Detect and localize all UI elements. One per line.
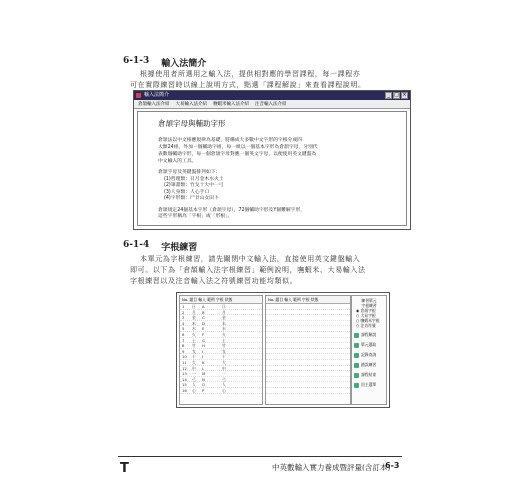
list-item: (4)字形類：尸廿山女田卜 bbox=[164, 196, 219, 201]
table-cell bbox=[298, 304, 303, 309]
table-cell: 一 bbox=[222, 371, 226, 377]
table-cell bbox=[288, 371, 293, 376]
text-line: 倉頡法以中文相應規律為基礎，將構成大多數中文字形的字根分成四 bbox=[158, 138, 302, 143]
body-line: 即可。以下為「倉頡輸入法字根練習」範例說明，嘸蝦米、大易輸入法 bbox=[130, 266, 366, 274]
menu-item[interactable]: 嘸蝦米輸入法介紹 bbox=[213, 102, 249, 107]
table-cell bbox=[278, 360, 283, 365]
table-cell bbox=[308, 315, 313, 320]
table-cell bbox=[298, 310, 303, 315]
table-cell: 竹 bbox=[192, 343, 196, 349]
table-cell: 竹 bbox=[222, 343, 226, 349]
table-cell bbox=[288, 338, 293, 343]
table-cell bbox=[298, 382, 303, 387]
records-button[interactable] bbox=[354, 352, 384, 358]
list-item: (3)人身類：人心手口 bbox=[164, 189, 210, 195]
table-cell: 10 bbox=[182, 354, 187, 360]
table-cell: 人 bbox=[192, 382, 196, 388]
table-cell bbox=[268, 343, 273, 348]
table-cell: 土 bbox=[222, 337, 226, 343]
table-cell: 戈 bbox=[222, 348, 226, 354]
table-cell bbox=[268, 377, 273, 382]
table-cell bbox=[308, 310, 313, 315]
table-cell: 戈 bbox=[192, 348, 196, 354]
table-cell bbox=[212, 388, 217, 393]
table-row bbox=[180, 388, 262, 394]
content-pane bbox=[137, 111, 407, 226]
body-line: 本單元為字根練習，請先關閉中文輸入法，直接使用英文鍵盤輸入 bbox=[140, 255, 361, 263]
table-cell bbox=[212, 326, 217, 331]
table-cell: M bbox=[202, 371, 206, 377]
table-cell bbox=[212, 343, 217, 348]
stop-icon bbox=[354, 373, 359, 378]
table-cell: 月 bbox=[222, 309, 226, 315]
table-cell bbox=[278, 371, 283, 376]
list-icon bbox=[354, 343, 359, 348]
table-cell bbox=[308, 388, 313, 393]
table-cell: 7 bbox=[182, 337, 185, 343]
section-number: 6-1-4 bbox=[123, 240, 150, 250]
title-bar bbox=[134, 91, 410, 100]
button-label: 錯誤練習 bbox=[361, 362, 377, 367]
table-cell bbox=[288, 343, 293, 348]
table-cell bbox=[308, 377, 313, 382]
text-line: 這些字形稱為「字根」或「形根」。 bbox=[158, 214, 233, 219]
table-cell: 14 bbox=[182, 376, 187, 382]
table-cell: 土 bbox=[192, 337, 196, 343]
option-radio[interactable]: ○ 大易字根 bbox=[356, 313, 376, 318]
table-cell bbox=[212, 371, 217, 376]
table-cell bbox=[268, 388, 273, 393]
table-cell: 水 bbox=[222, 326, 226, 332]
table-cell bbox=[298, 388, 303, 393]
table-cell bbox=[298, 315, 303, 320]
table-cell: C bbox=[202, 315, 205, 321]
text-line: 倉頡規定24個基本字形（倉頡字母），72個輔助字形及Y個難解字形， bbox=[158, 207, 306, 213]
table-cell: L bbox=[202, 365, 205, 371]
table-cell: 11 bbox=[182, 359, 187, 365]
table-cell: 金 bbox=[192, 315, 196, 321]
section-heading-2 bbox=[123, 240, 197, 253]
table-cell bbox=[278, 388, 283, 393]
table-cell: J bbox=[202, 354, 204, 360]
text-line: 表數個輔助字形，每一個倉頡字母對應一個英文字母，以便使用英文鍵盤為 bbox=[158, 152, 317, 157]
table-cell: 5 bbox=[182, 326, 185, 332]
main-menu-button[interactable] bbox=[354, 382, 384, 388]
table-cell: 中 bbox=[192, 365, 196, 371]
table-cell: A bbox=[202, 304, 205, 309]
app-icon bbox=[136, 93, 141, 98]
maximize-button[interactable]: □ bbox=[394, 92, 399, 98]
table-cell bbox=[268, 354, 273, 359]
table-cell bbox=[278, 304, 283, 309]
table-cell bbox=[268, 332, 273, 337]
table-cell: 9 bbox=[182, 348, 185, 354]
table-cell bbox=[298, 377, 303, 382]
table-cell bbox=[212, 315, 217, 320]
table-cell: 3 bbox=[182, 315, 185, 321]
select-unit-button[interactable] bbox=[354, 342, 384, 348]
table-cell bbox=[308, 366, 313, 371]
table-cell bbox=[278, 338, 283, 343]
table-cell: D bbox=[202, 320, 205, 326]
button-label: 課程結束 bbox=[361, 372, 377, 377]
option-radio[interactable]: ○ 嘸蝦米字根 bbox=[356, 318, 380, 323]
chart-icon bbox=[354, 353, 359, 358]
table-cell bbox=[308, 354, 313, 359]
table-cell: 日 bbox=[222, 304, 226, 309]
option-label: 注音符號 bbox=[360, 323, 376, 328]
table-cell bbox=[308, 360, 313, 365]
practice-window bbox=[176, 292, 390, 408]
table-cell bbox=[308, 371, 313, 376]
book-icon bbox=[354, 333, 359, 338]
menu-bar bbox=[134, 100, 410, 109]
close-button[interactable]: × bbox=[402, 92, 407, 98]
table-cell bbox=[288, 354, 293, 359]
section-heading-1 bbox=[123, 56, 206, 69]
table-cell: 水 bbox=[192, 326, 196, 332]
panel-title: 練習單元 bbox=[361, 298, 377, 303]
table-cell bbox=[308, 338, 313, 343]
table-cell bbox=[212, 382, 217, 387]
table-cell bbox=[212, 377, 217, 382]
table-cell: P bbox=[202, 387, 205, 393]
table-cell: 十 bbox=[192, 354, 196, 360]
option-radio[interactable]: ◉ 倉頡字根 bbox=[356, 308, 376, 313]
table-cell bbox=[278, 377, 283, 382]
text-line: 中文輸入的工具。 bbox=[158, 159, 197, 164]
footer-title: 中英數輸入實力養成暨評量(含訂本) bbox=[272, 463, 391, 472]
table-cell: 16 bbox=[182, 387, 187, 393]
table-cell: B bbox=[202, 309, 205, 315]
minimize-button[interactable]: _ bbox=[385, 92, 392, 99]
option-label: 嘸蝦米字根 bbox=[360, 318, 380, 323]
option-radio[interactable]: ○ 注音符號 bbox=[356, 323, 376, 328]
table-cell: 日 bbox=[192, 304, 196, 309]
table-cell bbox=[308, 332, 313, 337]
table-cell: 6 bbox=[182, 331, 185, 337]
table-cell bbox=[212, 310, 217, 315]
button-label: 回主選單 bbox=[361, 382, 377, 387]
button-label: 課程解說 bbox=[361, 332, 377, 337]
table-cell bbox=[278, 310, 283, 315]
table-header: No. 題目 輸入 範例 字根 狀態 bbox=[266, 296, 350, 304]
warning-icon bbox=[354, 363, 359, 368]
home-icon bbox=[354, 383, 359, 388]
footer-rule bbox=[118, 456, 402, 457]
section-1-body bbox=[130, 69, 420, 91]
table-cell bbox=[212, 366, 217, 371]
table-cell bbox=[268, 360, 273, 365]
table-cell: 月 bbox=[192, 309, 196, 315]
table-cell: 木 bbox=[222, 320, 226, 326]
table-cell bbox=[288, 321, 293, 326]
table-cell bbox=[278, 326, 283, 331]
table-cell bbox=[268, 371, 273, 376]
table-cell bbox=[268, 326, 273, 331]
table-cell: 12 bbox=[182, 365, 187, 371]
table-cell: 大 bbox=[222, 359, 226, 365]
table-cell bbox=[298, 349, 303, 354]
body-line: 根據使用者所選用之輸入法，提供相對應的學習課程，每一課程亦 bbox=[140, 70, 361, 78]
table-cell bbox=[288, 360, 293, 365]
table-cell: E bbox=[202, 326, 205, 332]
section-title: 字根練習 bbox=[161, 243, 198, 253]
section-title: 輸入法簡介 bbox=[161, 59, 207, 69]
table-cell bbox=[212, 354, 217, 359]
table-row bbox=[266, 388, 350, 394]
table-cell bbox=[268, 366, 273, 371]
menu-item[interactable]: 倉頡輸入法介紹 bbox=[138, 102, 170, 107]
table-cell: 4 bbox=[182, 320, 185, 326]
table-cell: 一 bbox=[192, 371, 196, 377]
table-cell bbox=[298, 366, 303, 371]
table-cell: O bbox=[202, 382, 205, 388]
intro-window bbox=[133, 90, 411, 230]
table-cell bbox=[278, 321, 283, 326]
table-cell bbox=[288, 388, 293, 393]
table-cell: 木 bbox=[192, 320, 196, 326]
list-item: (1)哲理類：日月金木水火土 bbox=[164, 176, 224, 182]
table-cell: 8 bbox=[182, 343, 185, 349]
table-cell: 心 bbox=[192, 387, 196, 393]
section-number: 6-1-3 bbox=[123, 56, 150, 66]
table-cell: G bbox=[202, 337, 205, 343]
table-cell: N bbox=[202, 376, 205, 382]
table-cell bbox=[298, 354, 303, 359]
table-cell bbox=[212, 304, 217, 309]
content-paragraph bbox=[158, 137, 378, 165]
text-line: 大類24組，外加一個輔助字組，每一組以一個基本字形為倉頡字母，分別代 bbox=[158, 145, 318, 150]
table-cell bbox=[278, 349, 283, 354]
panel-subtitle: 字根練習 bbox=[361, 303, 377, 308]
table-cell bbox=[298, 321, 303, 326]
table-cell: 心 bbox=[222, 387, 226, 393]
table-cell bbox=[288, 377, 293, 382]
publisher-logo: T bbox=[120, 461, 129, 476]
option-label: 倉頡字根 bbox=[360, 308, 376, 313]
table-cell bbox=[308, 326, 313, 331]
practice-table-left bbox=[179, 295, 263, 405]
table-cell: F bbox=[202, 331, 205, 337]
table-cell bbox=[308, 349, 313, 354]
button-label: 單元選取 bbox=[361, 342, 377, 347]
button-label: 記錄查詢 bbox=[361, 352, 377, 357]
table-cell bbox=[288, 326, 293, 331]
table-cell bbox=[288, 366, 293, 371]
window-title: 輸入法簡介 bbox=[144, 92, 170, 98]
table-cell bbox=[288, 349, 293, 354]
table-cell bbox=[268, 382, 273, 387]
table-cell bbox=[288, 315, 293, 320]
table-cell bbox=[268, 338, 273, 343]
table-cell bbox=[308, 304, 313, 309]
end-course-button[interactable] bbox=[354, 372, 384, 378]
body-line: 可在實際練習時以線上說明方式，點選「課程解說」來查看課程說明。 bbox=[130, 81, 366, 89]
page-number: 6-3 bbox=[385, 461, 400, 470]
body-line: 字根練習以及注音輸入法之符號練習功能均類似。 bbox=[130, 277, 298, 285]
table-cell: 中 bbox=[222, 365, 226, 371]
table-cell bbox=[212, 338, 217, 343]
content-heading: 倉頡字母與輔助字形 bbox=[158, 119, 226, 128]
menu-item[interactable]: 大易輸入法介紹 bbox=[175, 102, 207, 107]
table-cell bbox=[288, 304, 293, 309]
explain-button[interactable] bbox=[354, 332, 384, 338]
table-cell: 金 bbox=[222, 315, 226, 321]
table-cell bbox=[308, 382, 313, 387]
table-cell bbox=[288, 310, 293, 315]
table-cell bbox=[268, 304, 273, 309]
table-cell: 火 bbox=[192, 331, 196, 337]
menu-item[interactable]: 注音輸入法介紹 bbox=[255, 102, 287, 107]
table-cell bbox=[268, 310, 273, 315]
table-cell: 13 bbox=[182, 371, 187, 377]
table-cell bbox=[278, 315, 283, 320]
table-cell bbox=[212, 332, 217, 337]
table-cell: 十 bbox=[222, 354, 226, 360]
table-cell: 大 bbox=[192, 359, 196, 365]
table-cell: H bbox=[202, 343, 205, 349]
table-cell bbox=[212, 360, 217, 365]
table-cell: 弓 bbox=[222, 376, 226, 382]
table-cell bbox=[268, 349, 273, 354]
table-cell bbox=[268, 315, 273, 320]
table-header: No. 題目 輸入 範例 字根 狀態 bbox=[180, 296, 262, 304]
table-cell bbox=[268, 321, 273, 326]
table-cell bbox=[278, 366, 283, 371]
table-cell bbox=[298, 326, 303, 331]
table-cell bbox=[288, 332, 293, 337]
table-cell: 火 bbox=[222, 331, 226, 337]
table-cell bbox=[298, 338, 303, 343]
table-cell: 15 bbox=[182, 382, 187, 388]
table-cell bbox=[212, 349, 217, 354]
list-title: 倉頡字母及英鍵盤排列如下： bbox=[158, 170, 221, 175]
table-cell bbox=[212, 321, 217, 326]
table-cell bbox=[298, 371, 303, 376]
table-cell: 弓 bbox=[192, 376, 196, 382]
table-cell bbox=[278, 354, 283, 359]
practice-table-right bbox=[265, 295, 351, 405]
list-item: (2)筆畫類：竹戈十大中一弓 bbox=[164, 183, 224, 188]
section-2-body bbox=[130, 254, 420, 287]
table-cell bbox=[308, 321, 313, 326]
table-cell bbox=[298, 360, 303, 365]
table-cell: K bbox=[202, 359, 205, 365]
error-practice-button[interactable] bbox=[354, 362, 384, 368]
table-cell bbox=[278, 343, 283, 348]
table-cell bbox=[288, 382, 293, 387]
table-cell: 人 bbox=[222, 382, 226, 388]
option-label: 大易字根 bbox=[360, 313, 376, 318]
table-cell bbox=[298, 332, 303, 337]
table-cell: I bbox=[202, 348, 204, 354]
table-cell bbox=[278, 382, 283, 387]
table-cell bbox=[278, 332, 283, 337]
control-panel bbox=[351, 295, 387, 405]
table-cell: 2 bbox=[182, 309, 185, 315]
table-cell: 1 bbox=[182, 304, 185, 309]
table-cell bbox=[308, 343, 313, 348]
table-cell bbox=[298, 343, 303, 348]
